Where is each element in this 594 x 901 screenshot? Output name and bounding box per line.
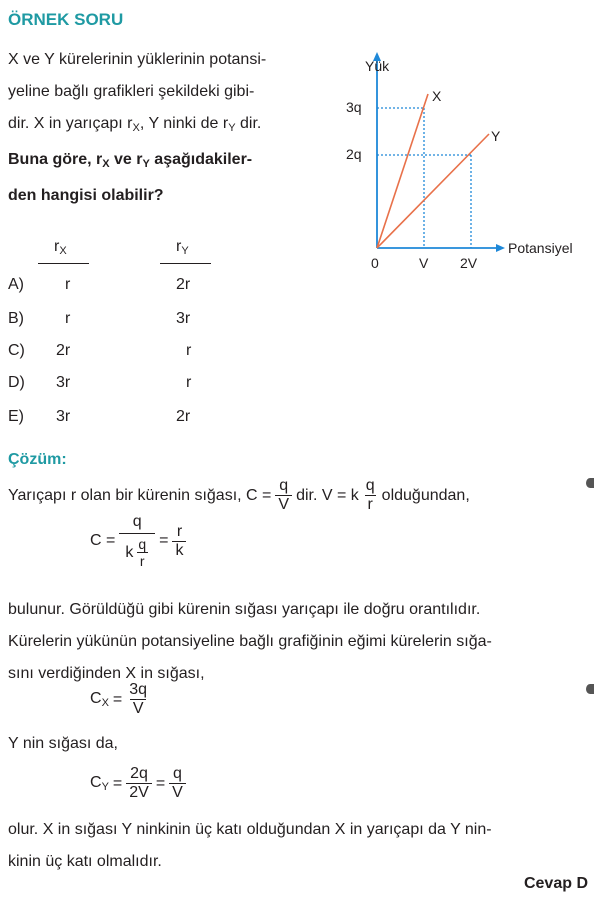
option-c-ry: r bbox=[186, 342, 192, 359]
y-tick-3q: 3q bbox=[346, 99, 362, 115]
question-prompt-line-2: den hangisi olabilir? bbox=[8, 187, 164, 204]
column-rule-ry bbox=[160, 263, 211, 264]
option-b-ry: 3r bbox=[176, 310, 191, 327]
column-header-rx: $r_X$ bbox=[54, 238, 67, 257]
line-x bbox=[377, 94, 428, 248]
option-e-ry: 2r bbox=[176, 408, 191, 425]
option-e-rx: 3r bbox=[56, 408, 71, 425]
column-rule-rx bbox=[38, 263, 89, 264]
origin-label: 0 bbox=[371, 255, 379, 271]
solution-heading: Çözüm: bbox=[8, 451, 67, 468]
fraction-q-over-v-2: $\frac{q}{V}$ bbox=[169, 766, 186, 801]
pencil-marker-icon bbox=[586, 684, 594, 694]
paragraph-line: Kürelerin yükünün potansiyeline bağlı grafiğinin eğimi kürelerin sığa- bbox=[8, 633, 492, 650]
x-tick-v: V bbox=[419, 255, 429, 271]
option-c-rx: 2r bbox=[56, 342, 71, 359]
option-b-rx: r bbox=[65, 310, 71, 327]
solution-paragraph-2 bbox=[8, 594, 492, 690]
paragraph-line: olur. X in sığası Y ninkinin üç katı olduğundan X in yarıçapı da Y nin- bbox=[8, 821, 492, 838]
answer-label: Cevap D bbox=[523, 875, 588, 892]
equation-lhs: C = bbox=[90, 532, 116, 549]
solution-text: Yarıçapı r olan bir kürenin sığası, C = bbox=[8, 486, 272, 504]
pencil-marker-icon bbox=[586, 478, 594, 488]
option-c-label[interactable]: C) bbox=[8, 342, 25, 359]
paragraph-line: kinin üç katı olmalıdır. bbox=[8, 853, 162, 870]
question-prompt-line-1: Buna göre, $r_X$ ve $r_Y$ aşağıdakiler- bbox=[8, 151, 253, 170]
column-header-ry: $r_Y$ bbox=[176, 238, 189, 257]
line-y bbox=[377, 134, 489, 248]
cx-equation: $C_X$ = $\frac{3q}{V}$ bbox=[90, 682, 150, 717]
fraction-q-over-r: $\frac{q}{r}$ bbox=[365, 477, 375, 513]
y-tick-2q: 2q bbox=[346, 146, 362, 162]
option-a-rx: r bbox=[65, 276, 71, 293]
capacitance-equation: C = q k $\frac{q}{r}$ = $\frac{r}{k}$ bbox=[90, 514, 186, 568]
x-axis-arrow-icon bbox=[496, 244, 505, 252]
x-axis-label: Potansiyel bbox=[508, 240, 573, 256]
example-title: ÖRNEK SORU bbox=[8, 10, 124, 29]
y-capacitance-intro: Y nin sığası da, bbox=[8, 735, 118, 752]
fraction-r-over-k: $\frac{r}{k}$ bbox=[172, 524, 186, 559]
option-d-rx: 3r bbox=[56, 374, 71, 391]
question-line-3: dir. X in yarıçapı $r_X$, Y ninki de $r_Y$ dir. bbox=[8, 115, 262, 134]
option-e-label[interactable]: E) bbox=[8, 408, 24, 425]
option-a-label[interactable]: A) bbox=[8, 276, 24, 293]
x-tick-2v: 2V bbox=[460, 255, 478, 271]
charge-potential-graph bbox=[340, 50, 594, 280]
line-x-label: X bbox=[432, 88, 442, 104]
option-a-ry: 2r bbox=[176, 276, 191, 293]
solution-text: olduğundan, bbox=[381, 486, 470, 504]
line-y-label: Y bbox=[491, 128, 501, 144]
solution-text: dir. V = k bbox=[296, 486, 359, 504]
question-line-1: X ve Y kürelerinin yüklerinin potansi- bbox=[8, 51, 267, 68]
option-d-ry: r bbox=[186, 374, 192, 391]
fraction-q-over-kqr: q k $\frac{q}{r}$ bbox=[119, 514, 155, 568]
option-d-label[interactable]: D) bbox=[8, 374, 25, 391]
option-b-label[interactable]: B) bbox=[8, 310, 24, 327]
question-line-2: yeline bağlı grafikleri şekildeki gibi- bbox=[8, 83, 255, 100]
question-text bbox=[8, 44, 266, 144]
fraction-2q-over-2v: $\frac{2q}{2V}$ bbox=[126, 766, 152, 801]
question-prompt bbox=[8, 144, 252, 212]
y-axis-label: Yük bbox=[365, 58, 390, 74]
paragraph-line: sını verdiğinden X in sığası, bbox=[8, 665, 205, 682]
paragraph-line: bulunur. Görüldüğü gibi kürenin sığası yarıçapı ile doğru orantılıdır. bbox=[8, 601, 481, 618]
fraction-3q-over-v: $\frac{3q}{V}$ bbox=[129, 681, 148, 717]
solution-line-1 bbox=[8, 478, 470, 513]
solution-conclusion bbox=[8, 814, 492, 878]
cy-equation: $C_Y$ = $\frac{2q}{2V}$ = $\frac{q}{V}$ bbox=[90, 766, 186, 801]
fraction-q-over-v: $\frac{q}{V}$ bbox=[275, 478, 292, 513]
